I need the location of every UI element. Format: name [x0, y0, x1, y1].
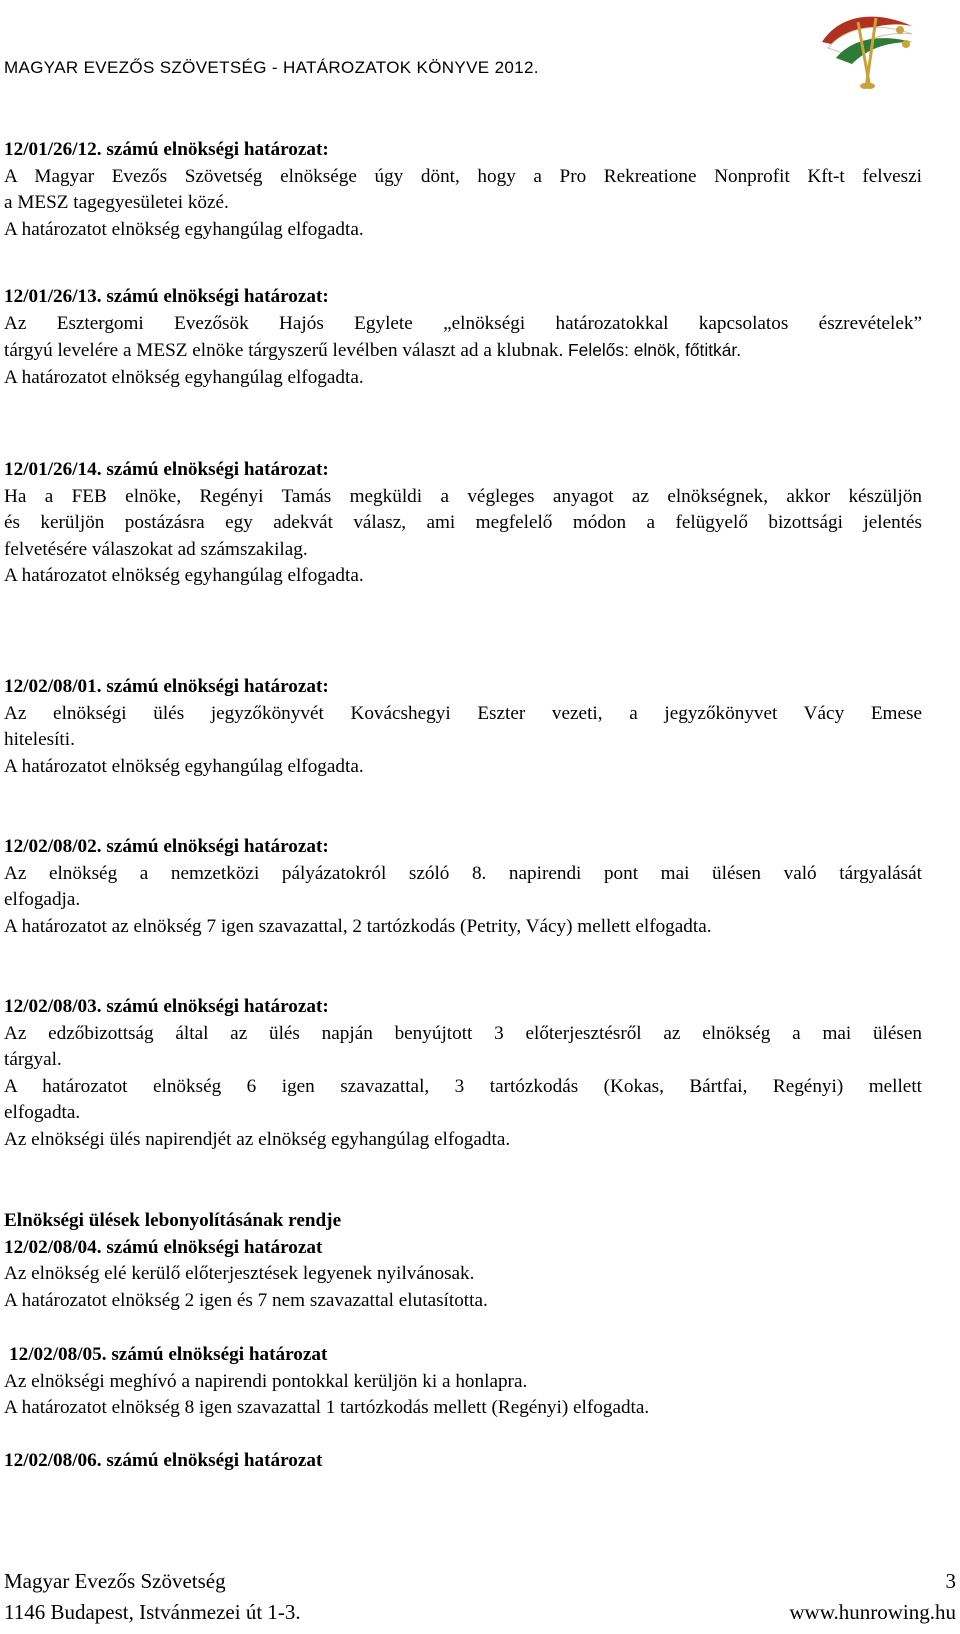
resolution-text: Az elnökségi ülés jegyzőkönyvét Kovácshegyi Eszter vezeti, a jegyzőkönyvet Vácy Emese — [4, 702, 922, 724]
resolution-text: felvetésére válaszokat ad számszakilag. — [4, 538, 308, 560]
resolution-12-02-08-03 — [4, 994, 922, 1154]
resolution-12-02-08-06 — [4, 1448, 922, 1475]
resolution-responsible: Felelős: elnök, főtitkár. — [568, 340, 742, 361]
resolution-12-01-26-13 — [4, 284, 922, 391]
resolution-vote: A határozatot elnökség egyhangúlag elfogadta. — [4, 565, 364, 587]
resolution-12-02-08-05 — [4, 1342, 922, 1422]
footer-website: www.hunrowing.hu — [789, 1600, 956, 1624]
resolution-text: A Magyar Evezős Szövetség elnöksége úgy dönt, hogy a Pro Rekreatione Nonprofit Kft-t felveszi — [4, 165, 922, 187]
resolution-text: Az Esztergomi Evezősök Hajós Egylete „elnökségi határozatokkal kapcsolatos észrevételek” — [4, 312, 922, 334]
resolution-heading: 12/02/08/02. számú elnökségi határozat: — [4, 836, 329, 857]
resolution-heading: 12/02/08/06. számú elnökségi határozat — [4, 1450, 323, 1471]
resolution-vote: A határozatot elnökség egyhangúlag elfogadta. — [4, 755, 364, 777]
resolution-heading: 12/02/08/01. számú elnökségi határozat: — [4, 676, 329, 697]
section-meeting-rules — [4, 1208, 922, 1314]
resolution-heading: 12/01/26/13. számú elnökségi határozat: — [4, 286, 329, 307]
resolution-text: és kerüljön postázásra egy adekvát válasz, ami megfelelő módon a felügyelő bizottsági jelentés — [4, 512, 922, 534]
resolution-text: tárgyal. — [4, 1049, 62, 1071]
resolution-text: elfogadja. — [4, 889, 81, 911]
resolution-text: hitelesíti. — [4, 729, 75, 751]
resolution-text: Az edzőbizottság által az ülés napján benyújtott 3 előterjesztésről az elnökség a mai ülésen — [4, 1022, 922, 1044]
footer-address: 1146 Budapest, Istvánmezei út 1-3. — [4, 1600, 301, 1624]
resolution-vote: A határozatot elnökség egyhangúlag elfogadta. — [4, 218, 364, 240]
header-title: MAGYAR EVEZŐS SZÖVETSÉG - HATÁROZATOK KÖNYVE 2012. — [4, 58, 539, 77]
resolution-text: Ha a FEB elnöke, Regényi Tamás megküldi a végleges anyagot az elnökségnek, akkor készüljön — [4, 485, 922, 507]
federation-logo — [818, 8, 916, 90]
page-number: 3 — [945, 1569, 956, 1593]
resolution-text: Az elnökség a nemzetközi pályázatokról szóló 8. napirendi pont mai ülésen való tárgyalását — [4, 862, 922, 884]
resolution-text: Az elnökségi ülés napirendjét az elnökség egyhangúlag elfogadta. — [4, 1128, 511, 1150]
resolution-12-01-26-12 — [4, 137, 922, 243]
resolution-vote: A határozatot az elnökség 7 igen szavazattal, 2 tartózkodás (Petrity, Vácy) mellett elfogadta. — [4, 915, 712, 937]
resolution-heading: 12/02/08/05. számú elnökségi határozat — [9, 1344, 328, 1365]
resolution-text: a MESZ tagegyesületei közé. — [4, 192, 229, 214]
resolution-vote: elfogadta. — [4, 1102, 81, 1124]
resolution-text: Az elnökség elé kerülő előterjesztések legyenek nyilvánosak. — [4, 1263, 475, 1285]
footer-right — [789, 1566, 956, 1628]
resolution-vote: A határozatot elnökség 8 igen szavazattal 1 tartózkodás mellett (Regényi) elfogadta. — [4, 1397, 650, 1419]
resolution-12-01-26-14 — [4, 457, 922, 590]
resolution-heading: 12/01/26/12. számú elnökségi határozat: — [4, 139, 329, 160]
resolution-12-02-08-01 — [4, 674, 922, 780]
resolution-heading: 12/02/08/04. számú elnökségi határozat — [4, 1236, 323, 1258]
resolution-vote: A határozatot elnökség egyhangúlag elfogadta. — [4, 366, 364, 388]
resolution-12-02-08-02 — [4, 834, 922, 940]
resolution-text: Az elnökségi meghívó a napirendi pontokkal kerüljön ki a honlapra. — [4, 1370, 528, 1392]
resolution-vote: A határozatot elnökség 2 igen és 7 nem szavazattal elutasította. — [4, 1289, 488, 1311]
footer-org: Magyar Evezős Szövetség — [4, 1569, 226, 1593]
section-title: Elnökségi ülések lebonyolításának rendje — [4, 1210, 342, 1231]
resolution-vote: A határozatot elnökség 6 igen szavazattal, 3 tartózkodás (Kokas, Bártfai, Regényi) mellett — [4, 1075, 922, 1097]
footer-left — [4, 1566, 301, 1628]
resolution-heading: 12/01/26/14. számú elnökségi határozat: — [4, 459, 329, 480]
resolution-text: tárgyú levelére a MESZ elnöke tárgyszerű levélben választ ad a klubnak. — [4, 340, 564, 362]
resolution-heading: 12/02/08/03. számú elnökségi határozat: — [4, 996, 329, 1017]
